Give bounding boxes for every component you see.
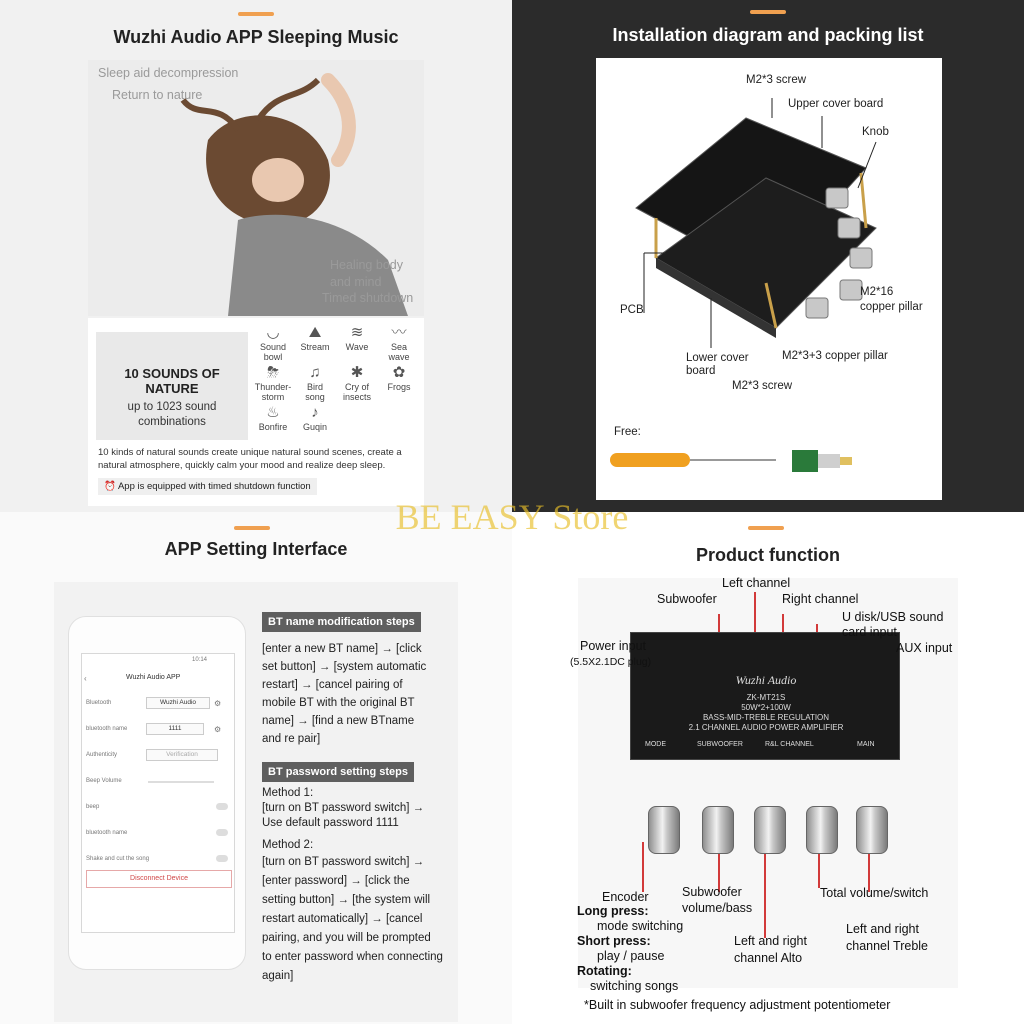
photo-caption: Healing body	[330, 258, 403, 272]
gear-icon[interactable]: ⚙	[214, 699, 222, 708]
beep-volume-slider[interactable]	[148, 781, 214, 783]
row-label: Bluetooth	[86, 700, 112, 706]
app-title: Wuzhi Audio APP	[126, 674, 181, 681]
app-settings-panel	[0, 512, 512, 1024]
label-encoder: Encoder	[602, 890, 649, 904]
row-label: bluetooth name	[86, 830, 128, 836]
sounds-description: 10 kinds of natural sounds create unique natural sound scenes, create a natural atmosphere, quickly calm your mood and realize deep sleep.	[98, 447, 402, 471]
panel-title: Product function	[696, 545, 840, 565]
label-right-channel: Right channel	[782, 592, 859, 606]
label-sub-vol: Subwoofer	[682, 885, 742, 899]
footnote: *Built in subwoofer frequency adjustment potentiometer	[584, 998, 891, 1012]
bt-name-steps: [enter a new BT name] → [click set button] → [system automatic restart] → [cancel pairing of mobile BT with the original BT name] → [find a new BTname and re pair]	[262, 643, 427, 745]
back-icon[interactable]: ‹	[84, 674, 87, 683]
leader-line	[764, 850, 766, 938]
alarm-clock-icon: ⏰	[104, 481, 118, 492]
row-label: Authenticity	[86, 752, 118, 758]
shake-toggle[interactable]	[216, 855, 228, 862]
knob-label-main: MAIN	[857, 741, 875, 748]
label-rotating: Rotating:	[577, 964, 632, 978]
label-lr-alto-2: channel Alto	[734, 951, 803, 965]
stream-item: ⛰ Stream	[296, 324, 334, 352]
insects-item: ✱ Cry of insects	[338, 364, 376, 402]
accent-bar	[748, 526, 784, 530]
nature-subtitle-2: combinations	[138, 416, 206, 428]
label-bottom-screw: M2*3 screw	[732, 380, 793, 392]
volume-knob[interactable]	[856, 806, 888, 854]
label-sub-vol-2: volume/bass	[682, 901, 753, 915]
amplifier-board	[630, 632, 900, 760]
board-brand: Wuzhi Audio	[735, 673, 797, 687]
photo-caption: Sleep aid decompression	[98, 66, 239, 80]
phone-mockup	[68, 616, 246, 970]
label-long-press: Long press:	[577, 904, 649, 918]
installation-panel	[512, 0, 1024, 512]
label-lr-alto: Left and right	[734, 934, 807, 948]
photo-caption: and mind	[330, 275, 382, 289]
sleeping-woman-photo	[88, 60, 424, 316]
encoder-knob[interactable]	[648, 806, 680, 854]
nature-title: 10 SOUNDS OF NATURE	[124, 366, 220, 396]
nature-sounds-box	[96, 332, 248, 440]
label-top-screw: M2*3 screw	[746, 74, 807, 86]
label-power-spec: (5.5X2.1DC plug)	[570, 656, 652, 668]
bt-name-header: BT name modification steps	[262, 612, 421, 632]
accent-bar	[238, 12, 274, 16]
panel-title: APP Setting Interface	[164, 539, 348, 559]
thunder-icon: ⛈	[266, 364, 279, 381]
guqin-icon: ♪	[311, 404, 319, 421]
photo-caption: Timed shutdown	[322, 291, 414, 305]
bird-song-item: ♫ Bird song	[296, 364, 334, 402]
verification-field[interactable]: Verification	[146, 749, 218, 761]
gear-icon[interactable]: ⚙	[214, 725, 222, 734]
knob-label-subwoofer: SUBWOOFER	[697, 741, 743, 748]
frogs-item: ✿ Frogs	[380, 364, 418, 392]
row-label: Beep Volume	[86, 778, 122, 784]
label-upper-cover: Upper cover board	[788, 98, 884, 110]
label-pcb: PCB	[620, 304, 644, 316]
label-lower-cover-2: board	[686, 365, 716, 377]
timer-note: ⏰ App is equipped with timed shutdown function	[98, 478, 317, 495]
frog-icon: ✿	[392, 364, 406, 381]
wave-icon: ≋	[350, 324, 364, 341]
phone-screen	[81, 653, 235, 933]
board-model: ZK-MT21S	[746, 693, 786, 702]
bowl-icon: ◡	[266, 324, 280, 341]
leader-line	[642, 842, 644, 892]
panel-title: Installation diagram and packing list	[612, 25, 924, 45]
photo-caption: Return to nature	[112, 88, 203, 102]
sea-wave-icon: 〰	[391, 324, 407, 341]
label-subwoofer: Subwoofer	[657, 592, 717, 606]
disconnect-button[interactable]: Disconnect Device	[86, 870, 232, 888]
label-free: Free:	[614, 426, 641, 438]
row-label: beep	[86, 804, 100, 810]
row-label: Shake and cut the song	[86, 856, 150, 862]
bluetooth-password-field[interactable]: 1111	[146, 723, 204, 735]
label-m233-pillar: M2*3+3 copper pillar	[782, 350, 888, 362]
label-lower-cover: Lower cover	[686, 352, 749, 364]
board-line-2: 2.1 CHANNEL AUDIO POWER AMPLIFIER	[688, 723, 844, 732]
status-time: 10:14	[192, 657, 208, 663]
guqin-item: ♪ Guqin	[296, 404, 334, 432]
fire-icon: ♨	[266, 404, 280, 421]
label-short-press: Short press:	[577, 934, 651, 948]
thunderstorm-item: ⛈ Thunder-storm	[254, 364, 292, 402]
diagram-card	[596, 58, 942, 500]
label-lr-treble: Left and right	[846, 922, 919, 936]
label-m216: M2*16	[860, 286, 894, 298]
panel-title: Wuzhi Audio APP Sleeping Music	[113, 27, 399, 47]
nature-subtitle-1: up to 1023 sound	[127, 401, 217, 413]
label-aux: AUX input	[896, 641, 953, 655]
label-power: Power input	[580, 639, 647, 653]
sleep-music-panel	[0, 0, 512, 512]
insect-icon: ✱	[350, 364, 364, 381]
bluetooth-name-field[interactable]: Wuzhi Audio	[146, 697, 210, 709]
product-function-panel	[512, 512, 1024, 1024]
board-line-1: BASS-MID-TREBLE REGULATION	[702, 713, 830, 722]
bonfire-item: ♨ Bonfire	[254, 404, 292, 432]
label-lr-treble-2: channel Treble	[846, 939, 929, 953]
treble-knob[interactable]	[806, 806, 838, 854]
label-copper-pillar: copper pillar	[860, 301, 923, 313]
stream-icon: ⛰	[308, 324, 322, 341]
bird-icon: ♫	[309, 364, 321, 381]
store-watermark: BE EASY Store	[395, 497, 629, 537]
label-udisk-2: card input	[842, 625, 897, 639]
wave-item: ≋ Wave	[338, 324, 376, 352]
label-total-volume: Total volume/switch	[820, 886, 929, 900]
knob-label-mode: MODE	[645, 741, 666, 748]
sea-wave-item: 〰 Sea wave	[380, 324, 418, 362]
bt-password-header: BT password setting steps	[262, 762, 414, 782]
label-left-channel: Left channel	[722, 576, 791, 590]
knob-label-rl-channel: R&L CHANNEL	[765, 741, 814, 748]
accent-bar	[234, 526, 270, 530]
exploded-board-diagram	[596, 58, 942, 500]
sound-bowl-item: ◡ Sound bowl	[254, 324, 292, 362]
bt-password-toggle[interactable]	[216, 829, 228, 836]
beep-toggle[interactable]	[216, 803, 228, 810]
label-udisk: U disk/USB sound	[842, 610, 944, 624]
row-label: bluetooth name	[86, 726, 128, 732]
label-knob: Knob	[862, 126, 889, 138]
nature-sounds-panel	[88, 318, 424, 506]
subwoofer-knob[interactable]	[702, 806, 734, 854]
accent-bar	[750, 10, 786, 14]
label-short-press-val: play / pause	[597, 949, 665, 963]
leader-line	[818, 850, 820, 888]
label-long-press-val: mode switching	[597, 919, 684, 933]
mid-knob[interactable]	[754, 806, 786, 854]
label-rotating-val: switching songs	[590, 979, 679, 993]
method-2-steps: Method 2: [turn on BT password switch] → [enter password] → [click the setting button] → [the system will restart automatically] → [cancel pairing, and you will be prompted to enter password when connecting again]	[262, 839, 443, 982]
method-1-steps: Method 1: [turn on BT password switch] → Use default password 1111	[262, 787, 425, 829]
board-power: 50W*2+100W	[741, 703, 791, 712]
